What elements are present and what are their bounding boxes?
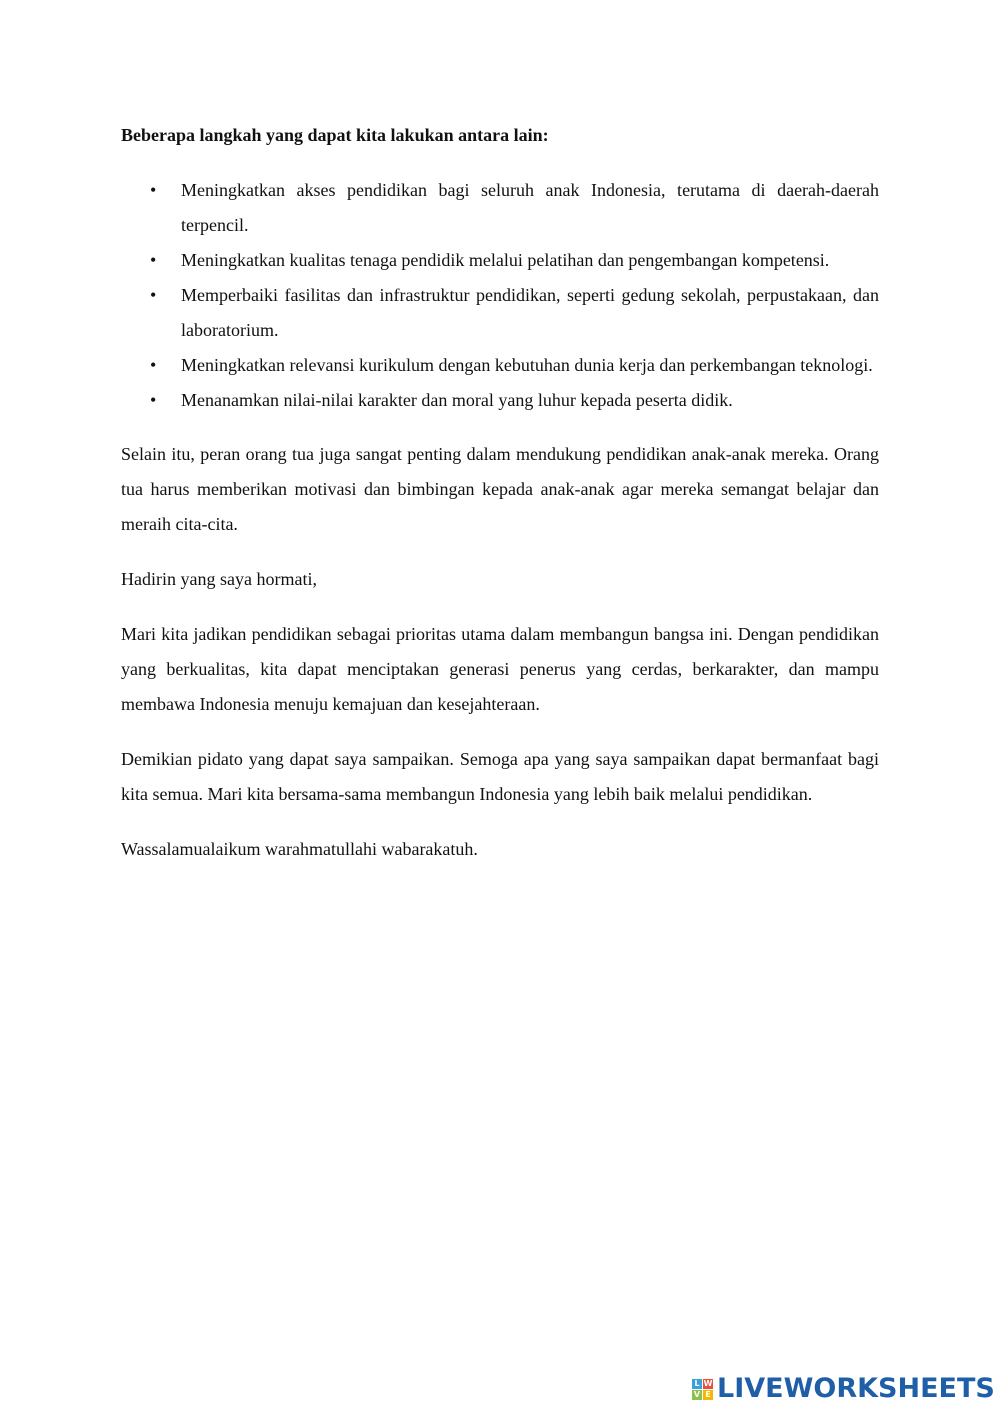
list-item	[121, 173, 879, 243]
paragraph-parent-role: Selain itu, peran orang tua juga sangat penting dalam mendukung pendidikan anak-anak mereka. Orang tua harus memberikan motivasi dan bimbingan kepada anak-anak agar mereka semangat belajar dan meraih cita-cita.	[121, 444, 879, 534]
bullet-icon: •	[150, 390, 157, 410]
list-item-text: Meningkatkan kualitas tenaga pendidik melalui pelatihan dan pengembangan kompetensi.	[181, 250, 830, 270]
bullet-icon: •	[150, 180, 157, 200]
paragraph-salutation: Wassalamualaikum warahmatullahi wabarakatuh.	[121, 839, 478, 859]
list-item-text: Menanamkan nilai-nilai karakter dan moral yang luhur kepada peserta didik.	[181, 390, 733, 410]
logo-text: LIVEWORKSHEETS	[717, 1373, 995, 1404]
section-heading: Beberapa langkah yang dapat kita lakukan antara lain:	[121, 125, 549, 145]
paragraph-closing: Demikian pidato yang dapat saya sampaikan. Semoga apa yang saya sampaikan dapat bermanfaat bagi kita semua. Mari kita bersama-sama membangun Indonesia yang lebih baik melalui pendidikan.	[121, 749, 879, 804]
document-page	[121, 118, 879, 887]
list-item-text: Memperbaiki fasilitas dan infrastruktur pendidikan, seperti gedung sekolah, perpustakaan, dan laboratorium.	[181, 285, 879, 340]
list-item	[121, 383, 879, 418]
bullet-icon: •	[150, 285, 157, 305]
paragraph-call-to-action: Mari kita jadikan pendidikan sebagai prioritas utama dalam membangun bangsa ini. Dengan pendidikan yang berkualitas, kita dapat menciptakan generasi penerus yang cerdas, berkarakter, dan mampu membawa Indonesia menuju kemajuan dan kesejahteraan.	[121, 624, 879, 714]
logo-block: E	[703, 1390, 713, 1400]
list-item-text: Meningkatkan akses pendidikan bagi seluruh anak Indonesia, terutama di daerah-daerah terpencil.	[181, 180, 879, 235]
liveworksheets-logo	[692, 1373, 995, 1405]
list-item-text: Meningkatkan relevansi kurikulum dengan kebutuhan dunia kerja dan perkembangan teknologi.	[181, 355, 873, 375]
bullet-icon: •	[150, 250, 157, 270]
bullet-icon: •	[150, 355, 157, 375]
list-item	[121, 278, 879, 348]
list-item	[121, 243, 879, 278]
logo-block: V	[693, 1389, 701, 1399]
paragraph-greeting: Hadirin yang saya hormati,	[121, 569, 317, 589]
logo-block: L	[692, 1379, 702, 1389]
steps-list	[121, 173, 879, 418]
logo-blocks-icon	[692, 1379, 713, 1400]
list-item	[121, 348, 879, 383]
logo-block: W	[703, 1378, 713, 1388]
